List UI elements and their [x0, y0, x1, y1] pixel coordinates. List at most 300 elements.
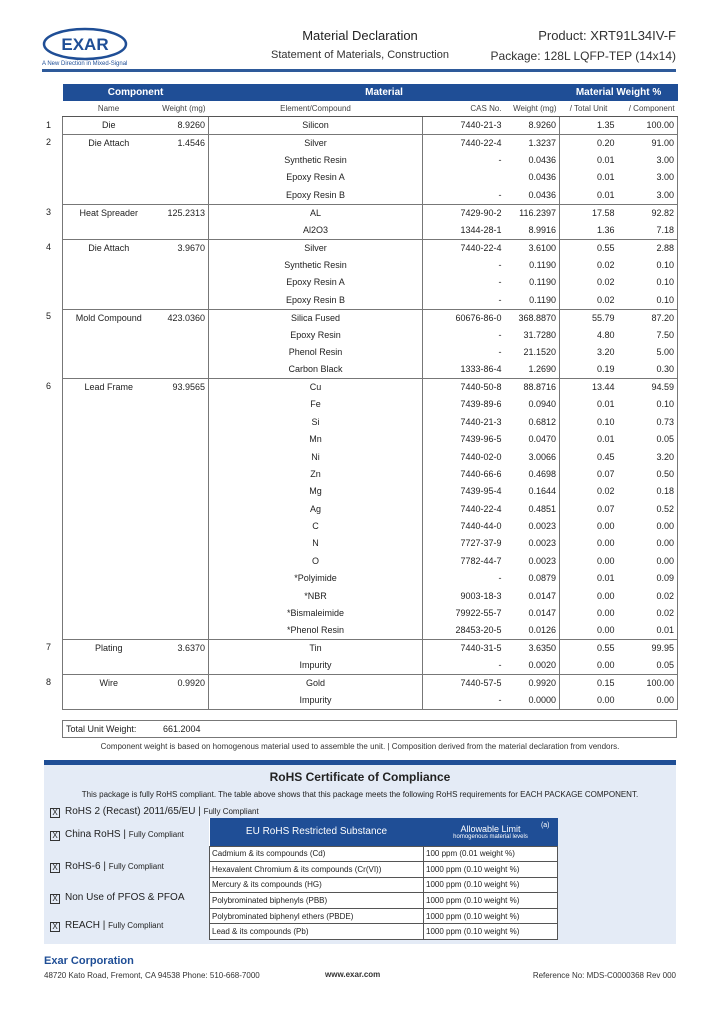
table-row [63, 657, 678, 675]
table-row [63, 570, 678, 587]
table-row [63, 431, 678, 448]
pct-total-unit: 0.15 [560, 675, 618, 693]
cas-number: - [498, 294, 502, 305]
limit-subheader: homogenous material levels [453, 833, 528, 840]
cas-number: 7440-57-5 [423, 675, 505, 693]
pct-component: 100.00 [618, 117, 678, 135]
cas-number: 60676-86-0 [423, 309, 505, 327]
component-weight: 423.0360 [155, 309, 209, 327]
component-weight [155, 292, 209, 310]
component-name: Mold Compound [63, 309, 155, 327]
checkbox-icon: X [50, 863, 60, 873]
pct-component: 5.00 [618, 344, 678, 361]
component-name: Lead Frame [63, 379, 155, 397]
material-weight: 8.9916 [505, 222, 560, 240]
material-weight: 3.6100 [505, 239, 560, 257]
material-weight: 0.0470 [505, 431, 560, 448]
component-weight [155, 466, 209, 483]
component-weight: 125.2313 [155, 204, 209, 222]
china-rohs-check [50, 829, 184, 841]
material-weight: 368.8870 [505, 309, 560, 327]
component-name [63, 274, 155, 291]
substance-row [210, 862, 558, 878]
row-number: 1 [46, 120, 52, 130]
table-row [63, 518, 678, 535]
pct-total-unit: 0.55 [560, 239, 618, 257]
table-row [63, 135, 678, 153]
component-weight [155, 274, 209, 291]
material-weight: 0.0436 [505, 152, 560, 169]
pct-component: 0.10 [618, 257, 678, 274]
cas-number: - [498, 660, 502, 671]
cas-number: - [423, 692, 505, 710]
footer-company: Exar Corporation [44, 955, 134, 967]
table-row [63, 622, 678, 640]
cas-number: 7782-44-7 [460, 555, 502, 566]
element-name: Al2O3 [209, 222, 423, 240]
row-number: 8 [46, 676, 52, 687]
pct-component: 0.00 [618, 692, 678, 710]
weight-pct-group-header: Material Weight % [560, 84, 678, 101]
col-name: Name [63, 101, 155, 117]
component-weight: 1.4546 [155, 135, 209, 153]
substance-row [210, 924, 558, 940]
material-weight: 0.6812 [505, 414, 560, 431]
cas-number: 1344-28-1 [460, 224, 502, 235]
cas-number: 7439-89-6 [460, 399, 502, 410]
pct-component: 7.50 [618, 327, 678, 344]
reach-check [50, 920, 163, 932]
pct-total-unit: 0.01 [597, 434, 615, 445]
cas-number: 7440-02-0 [460, 451, 502, 462]
pct-total-unit: 0.02 [597, 486, 615, 497]
row-number: 3 [46, 207, 52, 217]
table-row [63, 414, 678, 431]
table-row [63, 466, 678, 483]
substance-row [210, 893, 558, 909]
component-weight [155, 605, 209, 622]
pct-total-unit: 3.20 [597, 346, 615, 357]
substance-name: Hexavalent Chromium & its compounds (Cr(VI)) [210, 862, 424, 878]
pct-component: 0.10 [618, 274, 678, 291]
component-name [63, 449, 155, 466]
pct-total-unit: 0.02 [597, 277, 615, 288]
component-name [63, 605, 155, 622]
component-name: Heat Spreader [63, 204, 155, 222]
pct-total-unit: 55.79 [560, 309, 618, 327]
material-weight: 0.4851 [505, 501, 560, 518]
checkbox-icon: X [50, 894, 60, 904]
pct-total-unit: 0.07 [597, 468, 615, 479]
component-name [63, 327, 155, 344]
table-row [63, 344, 678, 361]
pct-total-unit: 0.45 [597, 451, 615, 462]
component-weight: 93.9565 [155, 379, 209, 397]
pct-total-unit: 0.00 [597, 608, 615, 619]
restricted-substance-table [209, 818, 558, 940]
component-weight [155, 570, 209, 587]
component-name [63, 466, 155, 483]
table-row [63, 292, 678, 310]
component-name [63, 553, 155, 570]
pct-component: 2.88 [618, 239, 678, 257]
component-name [63, 361, 155, 379]
material-weight: 0.1644 [505, 483, 560, 500]
row-number: 5 [46, 311, 52, 322]
element-name: Silicon [209, 117, 423, 135]
table-row [63, 257, 678, 274]
substance-name: Cadmium & its compounds (Cd) [210, 846, 424, 862]
checkbox-icon: X [50, 831, 60, 841]
component-name [63, 483, 155, 500]
product-value: XRT91L34IV-F [590, 28, 676, 43]
product-line [538, 28, 676, 43]
total-label: Total Unit Weight: [66, 724, 137, 734]
component-weight [155, 361, 209, 379]
material-weight: 8.9260 [505, 117, 560, 135]
table-row [63, 535, 678, 552]
composition-note: Component weight is based on homogenous material used to assemble the unit. | Composition derived from the material declaration from vendors. [100, 742, 620, 751]
total-unit-weight-box [62, 720, 677, 738]
pct-total-unit: 0.00 [597, 555, 615, 566]
pct-component: 0.50 [618, 466, 678, 483]
material-weight: 0.1190 [505, 257, 560, 274]
pct-component: 0.18 [618, 483, 678, 500]
pct-total-unit: 0.01 [597, 155, 615, 165]
cas-number: 7440-21-3 [460, 416, 502, 427]
element-name: AL [209, 204, 423, 222]
element-name: Gold [209, 675, 423, 693]
pct-total-unit: 0.00 [597, 625, 615, 636]
pct-component: 0.10 [618, 396, 678, 413]
pct-total-unit: 0.20 [560, 135, 618, 153]
material-weight: 1.3237 [505, 135, 560, 153]
table-row [63, 675, 678, 693]
material-weight: 0.0147 [505, 588, 560, 605]
pct-component: 87.20 [618, 309, 678, 327]
element-name: Epoxy Resin [209, 327, 423, 344]
element-name: Mn [209, 431, 423, 448]
component-weight [155, 169, 209, 186]
material-weight: 21.1520 [505, 344, 560, 361]
cas-number [423, 169, 505, 186]
pct-total-unit: 0.01 [597, 189, 615, 200]
pct-component: 100.00 [618, 675, 678, 693]
row-number: 4 [46, 241, 52, 252]
col-element: Element/Compound [209, 101, 423, 117]
footer-address: 48720 Kato Road, Fremont, CA 94538 Phone: 510-668-7000 [44, 971, 260, 980]
component-weight [155, 657, 209, 675]
component-name: Plating [63, 640, 155, 658]
cas-number: 7429-90-2 [423, 204, 505, 222]
cas-number: - [498, 189, 502, 200]
cas-number: 7440-66-6 [460, 468, 502, 479]
component-weight [155, 431, 209, 448]
element-name: Carbon Black [209, 361, 423, 379]
cas-number: 9003-18-3 [460, 590, 502, 601]
pct-component: 94.59 [618, 379, 678, 397]
element-name: Silica Fused [209, 309, 423, 327]
pct-component: 99.95 [618, 640, 678, 658]
table-row [63, 152, 678, 169]
element-name: N [209, 535, 423, 552]
check-note: Fully Compliant [108, 921, 164, 930]
cas-number: - [498, 259, 502, 270]
element-name: Ag [209, 501, 423, 518]
cas-number: 7439-96-5 [460, 434, 502, 445]
table-row [63, 361, 678, 379]
component-name [63, 692, 155, 710]
component-name: Wire [63, 675, 155, 693]
product-label: Product: [538, 28, 587, 43]
component-weight: 3.9670 [155, 239, 209, 257]
table-row [63, 187, 678, 205]
material-weight: 0.0940 [505, 396, 560, 413]
component-name [63, 431, 155, 448]
element-name: Zn [209, 466, 423, 483]
check-label: RoHS-6 | [65, 861, 106, 872]
cas-number: 79922-55-7 [455, 608, 502, 619]
component-name [63, 292, 155, 310]
pct-total-unit: 0.10 [597, 416, 615, 427]
element-name: Si [209, 414, 423, 431]
check-label: REACH | [65, 920, 106, 931]
substance-row [210, 877, 558, 893]
element-name: Synthetic Resin [209, 152, 423, 169]
element-name: *Phenol Resin [209, 622, 423, 640]
pct-component: 3.00 [618, 152, 678, 169]
material-weight: 0.0023 [505, 535, 560, 552]
pct-total-unit: 0.00 [597, 521, 615, 532]
material-weight: 0.0147 [505, 605, 560, 622]
material-weight: 0.0126 [505, 622, 560, 640]
material-weight: 88.8716 [505, 379, 560, 397]
limit-header-cell [424, 818, 558, 846]
substance-row [210, 846, 558, 862]
table-row [63, 274, 678, 291]
component-name [63, 187, 155, 205]
component-name [63, 570, 155, 587]
component-weight [155, 553, 209, 570]
component-name [63, 622, 155, 640]
material-table [62, 84, 678, 710]
cas-number: 7440-31-5 [423, 640, 505, 658]
element-name: Tin [209, 640, 423, 658]
component-weight: 8.9260 [155, 117, 209, 135]
component-weight [155, 622, 209, 640]
table-row [63, 483, 678, 500]
pct-total-unit: 0.00 [560, 692, 618, 710]
pct-total-unit: 1.35 [597, 120, 615, 130]
element-name: Cu [209, 379, 423, 397]
substance-limit: 1000 ppm (0.10 weight %) [424, 862, 558, 878]
component-name [63, 414, 155, 431]
material-weight: 0.0023 [505, 553, 560, 570]
cas-number: 7440-22-4 [460, 503, 502, 514]
element-name: Fe [209, 396, 423, 413]
pct-component: 0.01 [618, 622, 678, 640]
component-weight [155, 483, 209, 500]
col-component: / Component [618, 101, 678, 117]
rohs-title: RoHS Certificate of Compliance [269, 770, 451, 784]
pct-component: 0.02 [618, 588, 678, 605]
component-name [63, 344, 155, 361]
material-weight: 0.4698 [505, 466, 560, 483]
pct-component: 91.00 [618, 135, 678, 153]
rohs2-check [50, 806, 259, 818]
pct-total-unit: 0.01 [597, 573, 615, 584]
element-name: Ni [209, 449, 423, 466]
component-weight: 0.9920 [155, 675, 209, 693]
material-weight: 31.7280 [505, 327, 560, 344]
element-name: Epoxy Resin A [209, 169, 423, 186]
element-name: *Bismaleimide [209, 605, 423, 622]
check-label: China RoHS | [65, 829, 126, 840]
element-name: Silver [209, 239, 423, 257]
component-weight [155, 152, 209, 169]
pct-component: 0.05 [618, 657, 678, 675]
table-row [63, 222, 678, 240]
check-label: Non Use of PFOS & PFOA [65, 892, 185, 903]
element-name: O [209, 553, 423, 570]
table-row [63, 553, 678, 570]
component-name [63, 535, 155, 552]
pct-total-unit: 0.00 [597, 660, 615, 671]
component-name [63, 257, 155, 274]
pct-total-unit: 0.02 [597, 259, 615, 270]
material-weight: 116.2397 [505, 204, 560, 222]
cas-number: - [498, 329, 502, 340]
table-row [63, 379, 678, 397]
pct-component: 0.00 [618, 553, 678, 570]
cas-number: 1333-86-4 [460, 364, 502, 375]
component-name [63, 222, 155, 240]
col-weight: Weight (mg) [155, 101, 209, 117]
component-weight [155, 535, 209, 552]
pct-total-unit: 13.44 [560, 379, 618, 397]
table-row [63, 309, 678, 327]
table-row [63, 239, 678, 257]
material-table-body [63, 117, 678, 710]
table-row [63, 169, 678, 186]
row-number: 2 [46, 137, 52, 148]
component-name: Die Attach [63, 239, 155, 257]
pct-total-unit: 0.01 [597, 399, 615, 410]
logo-tagline: A New Direction in Mixed-Signal [42, 61, 128, 67]
material-weight: 0.0879 [505, 570, 560, 587]
element-name: Epoxy Resin A [209, 274, 423, 291]
package-line [491, 49, 676, 63]
table-row [63, 117, 678, 135]
element-name: Impurity [209, 657, 423, 675]
element-name: Mg [209, 483, 423, 500]
substance-limit: 1000 ppm (0.10 weight %) [424, 877, 558, 893]
table-row [63, 588, 678, 605]
check-note: Fully Compliant [128, 830, 184, 839]
material-weight: 3.0066 [505, 449, 560, 466]
pct-total-unit: 0.00 [597, 590, 615, 601]
component-weight [155, 344, 209, 361]
pct-component: 0.05 [618, 431, 678, 448]
pct-component: 92.82 [618, 204, 678, 222]
rohs-description: This package is fully RoHS compliant. The table above shows that this package meets the following RoHS requirements for EACH PACKAGE COMPONENT. [81, 790, 639, 799]
table-row [63, 501, 678, 518]
pct-component: 0.00 [618, 518, 678, 535]
substance-limit: 100 ppm (0.01 weight %) [424, 846, 558, 862]
footer-website[interactable]: www.exar.com [325, 970, 381, 979]
pct-component: 3.00 [618, 187, 678, 205]
pct-component: 0.09 [618, 570, 678, 587]
material-weight: 0.1190 [505, 292, 560, 310]
row-number: 6 [46, 381, 52, 391]
substance-limit: 1000 ppm (0.10 weight %) [424, 893, 558, 909]
element-name: Impurity [209, 692, 423, 710]
material-weight: 0.9920 [505, 675, 560, 693]
component-weight [155, 414, 209, 431]
component-weight [155, 449, 209, 466]
pct-total-unit: 1.36 [597, 224, 615, 235]
logo-text: EXAR [61, 35, 109, 54]
pct-component: 0.73 [618, 414, 678, 431]
component-group-header: Component [63, 84, 209, 101]
total-value: 661.2004 [163, 724, 201, 734]
check-note: Fully Compliant [203, 807, 259, 816]
page-title: Material Declaration [302, 28, 418, 43]
cas-number: 7727-37-9 [460, 538, 502, 549]
component-weight [155, 187, 209, 205]
table-row [63, 449, 678, 466]
pct-total-unit: 0.00 [597, 538, 615, 549]
pct-component: 0.02 [618, 605, 678, 622]
cas-number: - [498, 155, 502, 165]
component-weight [155, 518, 209, 535]
cas-number: - [498, 277, 502, 288]
component-weight [155, 692, 209, 710]
page-subtitle: Statement of Materials, Construction [271, 49, 449, 61]
check-label: RoHS 2 (Recast) 2011/65/EU | [65, 806, 201, 817]
table-row [63, 640, 678, 658]
pct-component: 0.30 [618, 361, 678, 379]
component-weight [155, 396, 209, 413]
table-row [63, 692, 678, 710]
pct-component: 3.00 [618, 169, 678, 186]
substance-name: Mercury & its compounds (HG) [210, 877, 424, 893]
cas-number: - [498, 346, 502, 357]
material-weight: 3.6350 [505, 640, 560, 658]
pct-total-unit: 4.80 [597, 329, 615, 340]
table-row [63, 327, 678, 344]
col-mat-weight: Weight (mg) [505, 101, 560, 117]
element-name: *NBR [209, 588, 423, 605]
pct-total-unit: 0.55 [560, 640, 618, 658]
component-weight [155, 222, 209, 240]
checkbox-icon: X [50, 808, 60, 818]
row-number: 7 [46, 642, 52, 652]
pct-component: 0.10 [618, 292, 678, 310]
pct-component: 7.18 [618, 222, 678, 240]
substance-limit: 1000 ppm (0.10 weight %) [424, 924, 558, 940]
element-name: Epoxy Resin B [209, 187, 423, 205]
pct-total-unit: 0.01 [597, 172, 615, 183]
substance-name: Polybrominated biphenyl ethers (PBDE) [210, 908, 424, 924]
element-name: Phenol Resin [209, 344, 423, 361]
cas-number: 7440-50-8 [423, 379, 505, 397]
cas-number: 7439-95-4 [460, 486, 502, 497]
substance-header: EU RoHS Restricted Substance [210, 818, 424, 846]
component-name [63, 169, 155, 186]
cas-number: - [498, 573, 502, 584]
check-note: Fully Compliant [108, 862, 164, 871]
